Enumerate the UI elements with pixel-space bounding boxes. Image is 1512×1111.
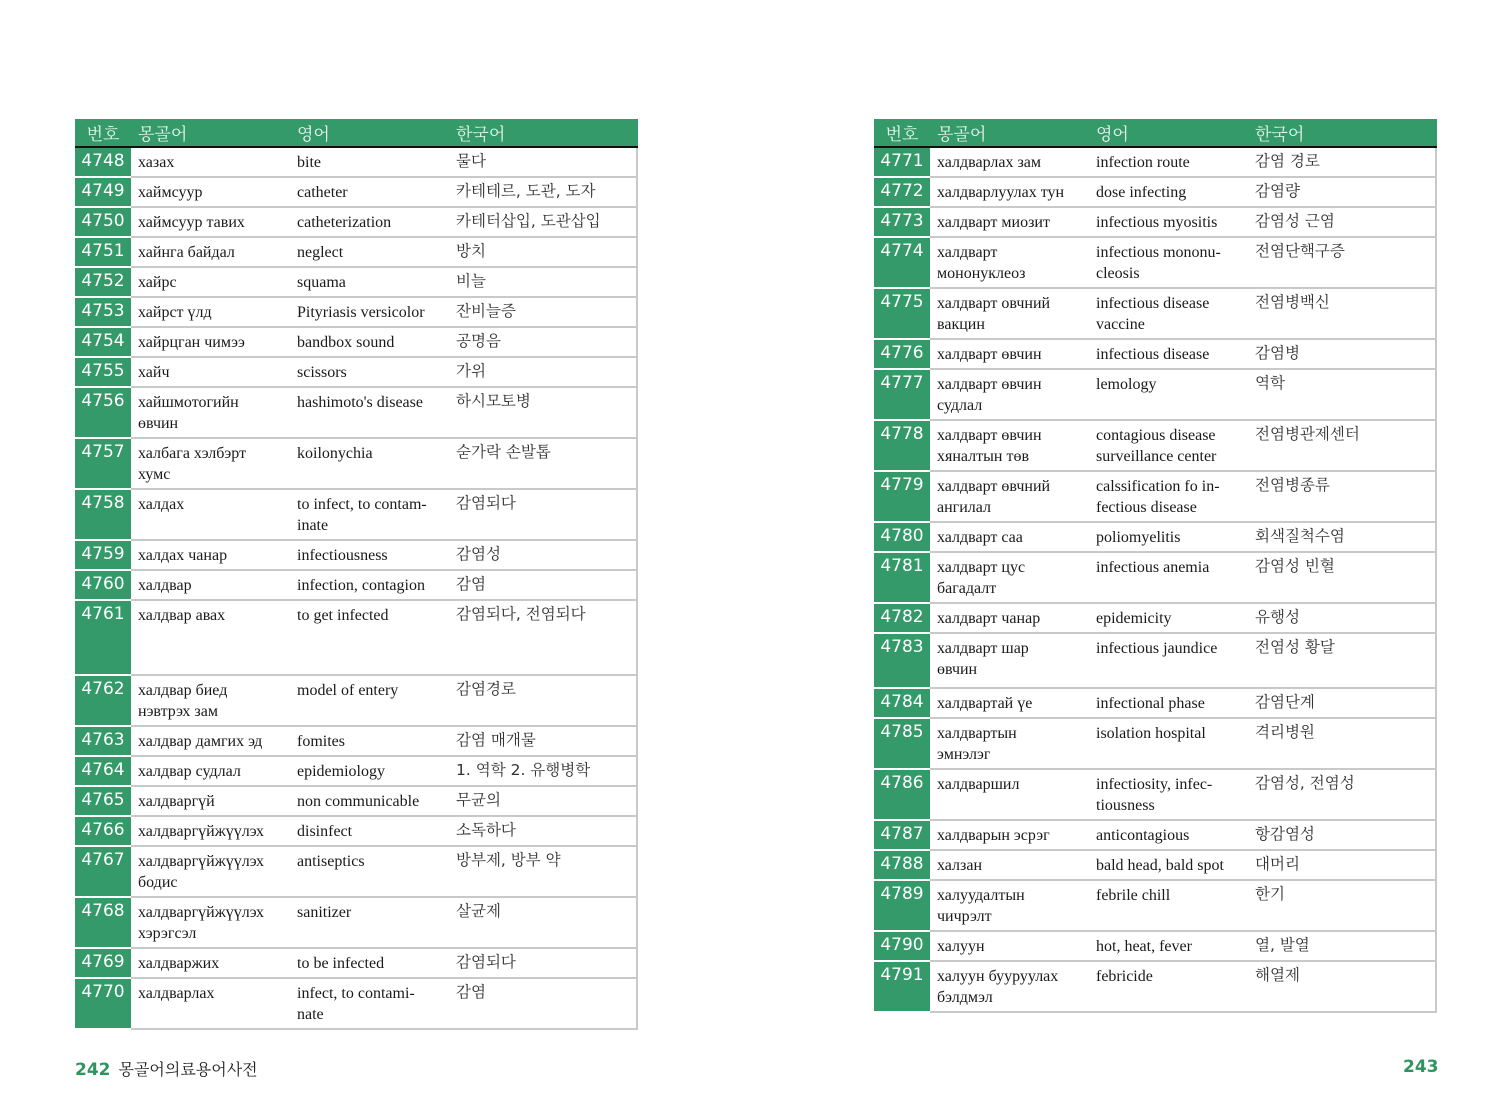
mongolian-term: халдварт саа [937,529,1023,546]
korean-term: 방부제, 방부 약 [456,850,561,869]
mongolian-term: халдвартын эмнэлэг [937,725,1017,763]
table-row [75,358,638,388]
mongolian-term: халдварт шар өвчин [937,640,1029,678]
korean-term: 전염단핵구증 [1255,242,1345,260]
mongolian-term: халдах [138,496,185,513]
english-term: catheter [297,184,348,201]
korean-term: 감염경로 [456,679,516,698]
korean-term: 카테터삽입, 도관삽입 [456,212,601,230]
table-row [874,851,1437,881]
english-term: infectional phase [1096,695,1205,712]
table-row [75,847,638,898]
page-number: 243 [1403,1057,1439,1077]
table-row [75,676,638,727]
mongolian-term: хайрст үлд [138,304,212,321]
table-row [874,604,1437,634]
korean-term: 1. 역학 2. 유행병학 [456,760,591,779]
mongolian-term: халуун бууруулах бэлдмэл [937,968,1059,1006]
mongolian-term: халдвар авах [138,607,226,624]
mongolian-term: хайрцган чимээ [138,334,245,351]
english-term: infectious disease vaccine [1096,295,1210,333]
korean-term: 감염성 근염 [1255,212,1335,230]
mongolian-term: халдваршил [937,776,1020,793]
table-row [874,208,1437,238]
entry-number: 4764 [75,757,131,787]
mongolian-term: халдварлах зам [937,154,1042,171]
english-term: fomites [297,732,345,750]
korean-term: 잔비늘증 [456,302,516,320]
korean-term: 회색질척수염 [1255,527,1345,545]
entry-number: 4748 [75,148,131,178]
header-korean: 한국어 [456,125,506,144]
table-row [874,962,1437,1013]
table-row [874,881,1437,932]
korean-term: 무균의 [456,790,501,809]
mongolian-term: халдах чанар [138,547,228,564]
entry-number: 4759 [75,541,131,571]
english-term: infect, to contami- nate [297,984,415,1023]
table-row [874,634,1437,689]
entry-number: 4783 [874,634,930,689]
mongolian-term: халдвар дамгих эд [138,732,263,750]
korean-term: 대머리 [1255,855,1300,873]
entry-number: 4785 [874,719,930,770]
english-term: model of entery [297,681,399,699]
entry-number: 4751 [75,238,131,268]
korean-term: 감염되다, 전염되다 [456,605,586,623]
english-term: febrile chill [1096,887,1171,904]
english-term: poliomyelitis [1096,529,1181,546]
entry-number: 4755 [75,358,131,388]
english-term: neglect [297,244,344,261]
entry-number: 4784 [874,689,930,719]
english-term: isolation hospital [1096,725,1206,742]
entry-number: 4789 [874,881,930,932]
mongolian-term: халдварт миозит [937,214,1050,231]
table-row [874,523,1437,553]
mongolian-term: халдвартай үе [937,695,1033,712]
table-row [75,148,638,178]
entry-number: 4780 [874,523,930,553]
entry-number: 4776 [874,340,930,370]
mongolian-term: халбага хэлбэрт хумс [138,445,247,483]
table-row [75,787,638,817]
entry-number: 4768 [75,898,131,949]
korean-term: 감염되다 [456,494,516,512]
english-term: infectious anemia [1096,559,1210,576]
english-term: anticontagious [1096,827,1190,844]
table-row [75,601,638,676]
table-row [75,571,638,601]
mongolian-term: халдварлах [138,984,215,1002]
english-term: scissors [297,364,347,381]
mongolian-term: халдварлуулах тун [937,184,1065,201]
korean-term: 방치 [456,242,486,260]
mongolian-term: халдваргүйжүүлэх [138,822,265,840]
english-term: to get infected [297,607,389,624]
header-number: 번호 [86,125,120,144]
english-term: febricide [1096,968,1153,985]
table-row [75,541,638,571]
header-english: 영어 [297,125,330,144]
korean-term: 물다 [456,152,486,170]
entry-number: 4775 [874,289,930,340]
korean-term: 항감염성 [1255,825,1315,843]
korean-term: 공명음 [456,332,501,350]
table-row [75,268,638,298]
korean-term: 가위 [456,362,486,380]
english-term: to infect, to contam- inate [297,496,427,534]
mongolian-term: хазах [138,154,175,171]
entry-number: 4771 [874,148,930,178]
table-body [75,148,638,1030]
entry-number: 4760 [75,571,131,601]
table-row [75,898,638,949]
entry-number: 4769 [75,949,131,979]
korean-term: 감염병 [1255,344,1300,362]
table-row [874,340,1437,370]
entry-number: 4757 [75,439,131,490]
entry-number: 4773 [874,208,930,238]
entry-number: 4788 [874,851,930,881]
korean-term: 전염병백신 [1255,293,1330,311]
header-number: 번호 [885,125,919,144]
mongolian-term: хайшмотогийн өвчин [138,394,239,432]
table-row [75,949,638,979]
english-term: infectiosity, infec- tiousness [1096,776,1213,814]
book-title: 몽골어의료용어사전 [118,1060,258,1079]
korean-term: 비늘 [456,272,486,290]
english-term: infectious disease [1096,346,1210,363]
header-mongolian: 몽골어 [937,125,987,144]
english-term: bite [297,154,321,171]
entry-number: 4778 [874,421,930,472]
table-row [874,289,1437,340]
korean-term: 숟가락 손발톱 [456,443,551,461]
english-term: infectiousness [297,547,388,564]
left-page-footer [75,1057,258,1080]
korean-term: 전염병관제센터 [1255,425,1360,443]
english-term: epidemicity [1096,610,1172,627]
english-term: bald head, bald spot [1096,857,1224,874]
entry-number: 4765 [75,787,131,817]
table-row [75,298,638,328]
entry-number: 4752 [75,268,131,298]
korean-term: 유행성 [1255,608,1300,626]
mongolian-term: халдварт өвчин судлал [937,376,1042,414]
english-term: squama [297,274,346,291]
english-term: contagious disease surveillance center [1096,427,1217,465]
english-term: non communicable [297,792,420,810]
table-row [75,328,638,358]
korean-term: 전염병종류 [1255,476,1330,494]
entry-number: 4790 [874,932,930,962]
english-term: infectious jaundice [1096,640,1218,657]
korean-term: 감염단계 [1255,693,1315,711]
mongolian-term: хайрс [138,274,177,291]
english-term: hashimoto's disease [297,394,423,411]
entry-number: 4766 [75,817,131,847]
english-term: infectious mononu- cleosis [1096,244,1221,282]
table-row [874,148,1437,178]
entry-number: 4786 [874,770,930,821]
entry-number: 4772 [874,178,930,208]
mongolian-term: халдваргүйжүүлэх бодис [138,852,265,891]
mongolian-term: халдвар [138,577,192,594]
entry-number: 4781 [874,553,930,604]
korean-term: 감염 매개물 [456,730,536,749]
mongolian-term: халдварт цус багадалт [937,559,1026,597]
entry-number: 4756 [75,388,131,439]
right-page-footer [1403,1057,1447,1077]
mongolian-term: халуудалтын чичрэлт [937,887,1025,925]
english-term: epidemiology [297,762,385,780]
korean-term: 감염성, 전염성 [1255,774,1355,792]
table-row [75,817,638,847]
english-term: catheterization [297,214,392,231]
korean-term: 소독하다 [456,820,516,839]
korean-term: 감염 [456,575,486,593]
header-mongolian: 몽골어 [138,125,188,144]
mongolian-term: халдварт өвчин [937,346,1042,363]
korean-term: 격리병원 [1255,723,1315,741]
table-body [874,148,1437,1013]
english-term: Pityriasis versicolor [297,304,425,321]
korean-term: 카테테르, 도관, 도자 [456,182,596,200]
table-row [75,208,638,238]
korean-term: 감염 경로 [1255,152,1320,170]
entry-number: 4787 [874,821,930,851]
table-header [75,119,638,148]
mongolian-term: халдварт мононуклеоз [937,244,1026,282]
english-term: infectious myositis [1096,214,1218,231]
english-term: koilonychia [297,445,373,462]
english-term: antiseptics [297,852,365,870]
mongolian-term: халдвар биед нэвтрэх зам [138,681,228,720]
korean-term: 해열제 [1255,966,1300,984]
entry-number: 4777 [874,370,930,421]
mongolian-term: халдварт чанар [937,610,1041,627]
mongolian-term: халдварт овчний вакцин [937,295,1051,333]
table-row [75,388,638,439]
korean-term: 살균제 [456,901,501,920]
page-number: 242 [75,1060,111,1080]
table-row [874,421,1437,472]
entry-number: 4761 [75,601,131,676]
entry-number: 4767 [75,847,131,898]
table-header [874,119,1437,148]
entry-number: 4791 [874,962,930,1013]
entry-number: 4770 [75,979,131,1030]
table-row [874,689,1437,719]
header-korean: 한국어 [1255,125,1305,144]
right-dictionary-table [874,119,1437,1013]
english-term: to be infected [297,954,385,972]
entry-number: 4779 [874,472,930,523]
english-term: dose infecting [1096,184,1187,201]
entry-number: 4750 [75,208,131,238]
korean-term: 감염성 빈혈 [1255,557,1335,575]
mongolian-term: халзан [937,857,982,874]
mongolian-term: халдварын эсрэг [937,827,1050,844]
english-term: infection, contagion [297,577,425,594]
english-term: lemology [1096,376,1157,393]
table-row [75,238,638,268]
mongolian-term: хайнга байдал [138,244,235,261]
mongolian-term: халдваргүйжүүлэх хэрэгсэл [138,903,265,942]
table-row [75,490,638,541]
english-term: disinfect [297,822,353,840]
table-row [75,979,638,1030]
table-row [75,178,638,208]
mongolian-term: халуун [937,938,985,955]
entry-number: 4758 [75,490,131,541]
korean-term: 한기 [1255,885,1285,903]
english-term: bandbox sound [297,334,395,351]
entry-number: 4782 [874,604,930,634]
korean-term: 전염성 황달 [1255,638,1335,656]
korean-term: 역학 [1255,374,1285,392]
table-row [874,370,1437,421]
mongolian-term: халдварт өвчин хяналтын төв [937,427,1042,465]
entry-number: 4749 [75,178,131,208]
table-row [874,719,1437,770]
english-term: calssification fo in- fectious disease [1096,478,1220,516]
table-row [874,770,1437,821]
table-row [75,727,638,757]
table-row [874,472,1437,523]
entry-number: 4774 [874,238,930,289]
table-row [874,932,1437,962]
korean-term: 열, 발열 [1255,936,1310,954]
english-term: sanitizer [297,903,352,921]
entry-number: 4763 [75,727,131,757]
table-row [874,238,1437,289]
mongolian-term: хаймсуур тавих [138,214,245,231]
mongolian-term: халдварт өвчний ангилал [937,478,1051,516]
entry-number: 4753 [75,298,131,328]
entry-number: 4762 [75,676,131,727]
table-row [874,178,1437,208]
table-row [874,821,1437,851]
korean-term: 감염되다 [456,952,516,971]
table-row [75,439,638,490]
header-english: 영어 [1096,125,1129,144]
english-term: infection route [1096,154,1190,171]
mongolian-term: халдваржих [138,954,220,972]
korean-term: 감염성 [456,545,501,563]
korean-term: 하시모토병 [456,392,531,410]
entry-number: 4754 [75,328,131,358]
mongolian-term: хайч [138,364,170,381]
mongolian-term: халдвар судлал [138,762,241,780]
table-row [75,757,638,787]
left-dictionary-table [75,119,638,1030]
mongolian-term: халдваргүй [138,792,215,810]
korean-term: 감염량 [1255,182,1300,200]
mongolian-term: хаймсуур [138,184,203,201]
korean-term: 감염 [456,982,486,1001]
english-term: hot, heat, fever [1096,938,1192,955]
table-row [874,553,1437,604]
